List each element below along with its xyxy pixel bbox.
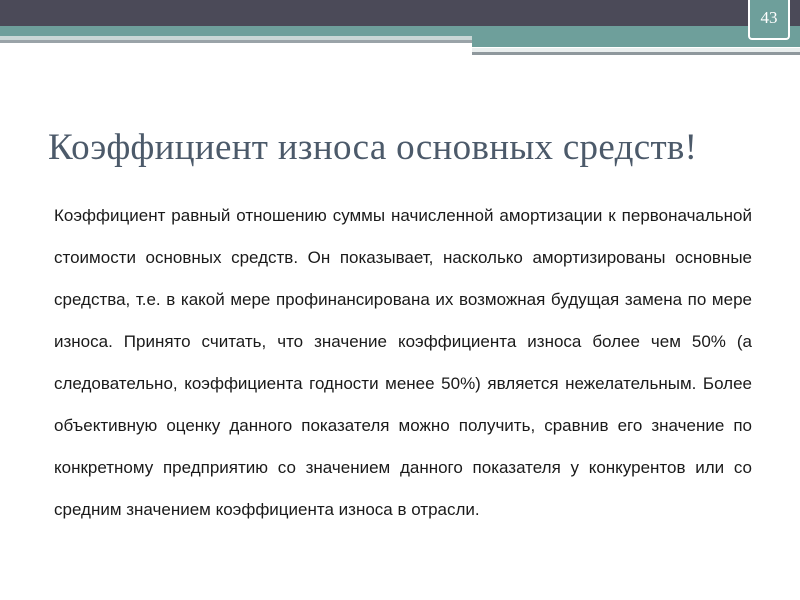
header-accent-band — [0, 26, 800, 36]
header-bar — [0, 0, 800, 26]
slide-number-badge: 43 — [748, 0, 790, 40]
header-stripe-left-shadow — [0, 40, 472, 43]
slide-body-text: Коэффициент равный отношению суммы начисленной амортизации к первоначальной стоимости основных средств. Он показывает, насколько амортизированы основные средства, т.е. в какой мере профинансирована их возможная будущая замена по мере износа. Принято считать, что значение коэффициента износа более чем 50% (а следовательно, коэффициента годности менее 50%) является нежелательным. Более объективную оценку данного показателя можно получить, сравнив его значение по конкретному предприятию со значением данного показателя у конкурентов или со средним значением коэффициента износа в отрасли. — [54, 206, 752, 519]
slide-title: Коэффициент износа основных средств! — [48, 127, 698, 168]
header-stripe-right-shadow — [472, 52, 800, 55]
